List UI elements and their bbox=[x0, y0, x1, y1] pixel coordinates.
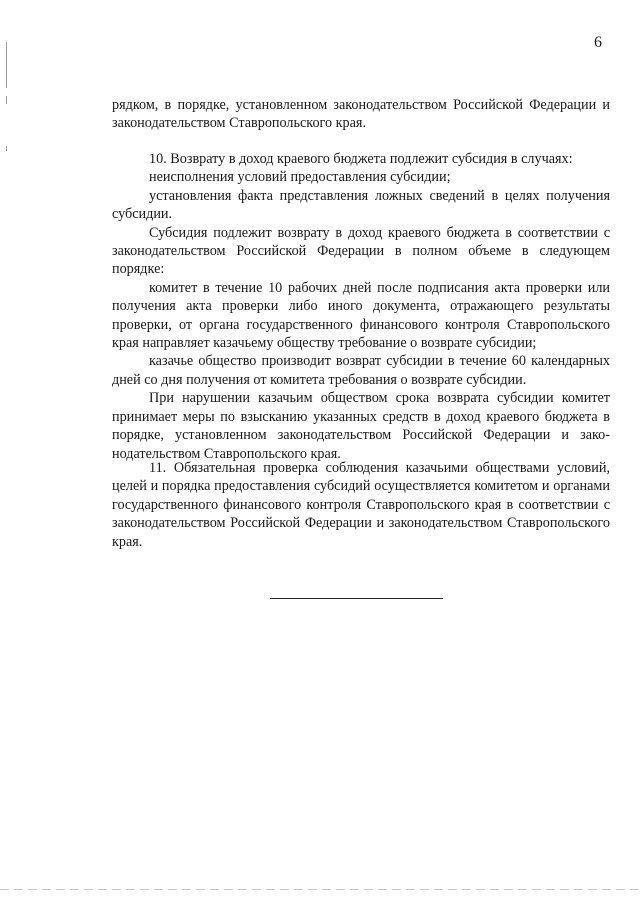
section-10-step-1: комитет в течение 10 рабочих дней после подписания акта проверки или получения акта проверки либо иного документа, отражающего результаты проверки, от органа государственного финансового контроля Ставропольского края направляет казачьему обществу требование о возврате субсидии; bbox=[112, 279, 610, 352]
scan-edge-mark bbox=[6, 96, 7, 104]
section-10-heading: 10. Возврату в доход краевого бюджета подлежит субсидия в случаях: bbox=[149, 151, 573, 167]
section-10-violation: При нарушении казачьим обществом срока возврата субсидии комитет принимает меры по взысканию указанных средств в доход краевого бюджета в порядке, установленном законодательством Российской Федерации и законодательством Ставропольского края. bbox=[112, 390, 610, 462]
section-10-step-2: казачье общество производит возврат субсидии в течение 60 календарных дней со дня получения от комитета требования о возврате субсидии. bbox=[112, 353, 610, 388]
page-number: 6 bbox=[594, 34, 602, 51]
section-11 bbox=[112, 459, 610, 551]
continuation-paragraph: рядком, в порядке, установленном законодательством Российской Федерации и законодательством Ставропольского края. bbox=[112, 97, 610, 132]
continuation-block bbox=[112, 96, 610, 133]
section-10 bbox=[112, 150, 610, 463]
scan-edge-mark bbox=[6, 146, 7, 151]
section-11-paragraph: 11. Обязательная проверка соблюдения казачьими обществами условий, целей и порядка предоставления субсидий осуществляется комитетом и органами государственного финансового контроля Ставропольского края в соответствии с законодательством Российской Федерации и законодательством Ставропольского края. bbox=[112, 460, 610, 550]
section-10-case-2: установления факта представления ложных сведений в целях получения субсидии. bbox=[112, 187, 610, 223]
end-of-document-rule bbox=[270, 598, 443, 599]
scan-bottom-edge bbox=[0, 889, 640, 890]
scan-edge-mark bbox=[6, 42, 7, 88]
section-10-procedure-intro: Субсидия подлежит возврату в доход краевого бюджета в соответствии с законодательством Российской Федерации в полном объеме в следующем порядке: bbox=[112, 224, 610, 278]
section-10-case-1: неисполнения условий предоставления субсидии; bbox=[149, 169, 451, 186]
